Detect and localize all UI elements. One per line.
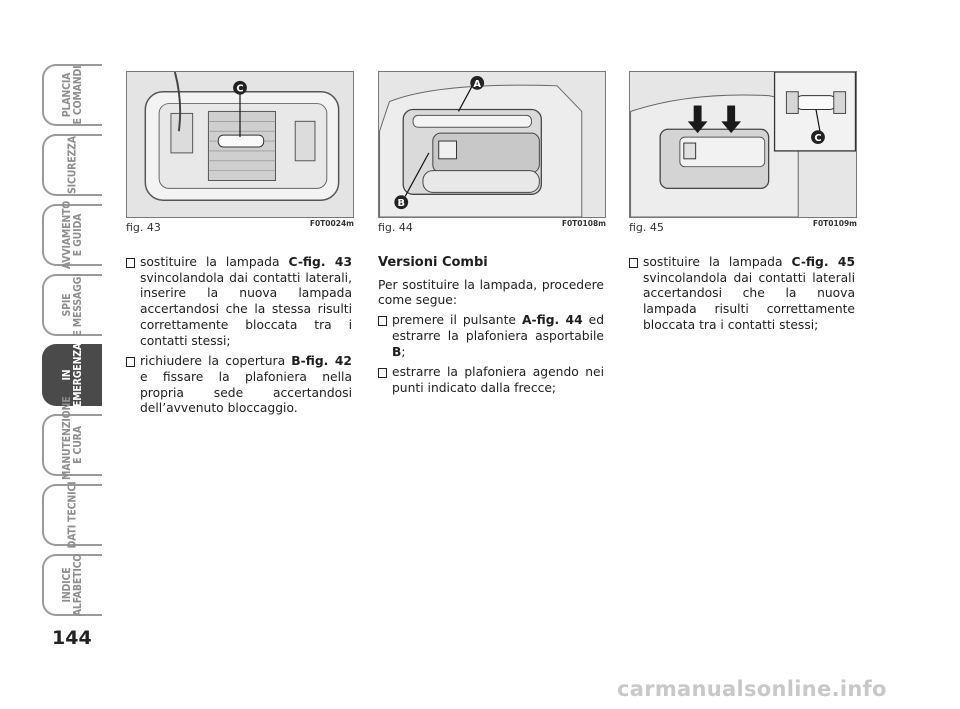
lamp-removal-illustration xyxy=(630,72,856,217)
figure-43 xyxy=(126,71,354,218)
text-column-2 xyxy=(378,255,604,402)
tab-sicurezza[interactable]: SICUREZZA xyxy=(42,134,102,196)
text-column-3 xyxy=(629,255,855,339)
watermark: carmanualsonline.info xyxy=(617,677,887,701)
bullet-box-icon xyxy=(126,258,135,268)
intro-paragraph: Per sostituire la lampada, procedere come segue: xyxy=(378,277,604,308)
callout-a: A xyxy=(473,78,482,90)
page-number: 144 xyxy=(52,627,92,649)
list-item: richiudere la copertura B-fig. 42 e fissare la plafoniera nella propria sede accertandosi dell’avvenuto bloccaggio. xyxy=(126,354,352,417)
list-item: estrarre la plafoniera agendo nei punti indicato dalla frecce; xyxy=(378,365,604,396)
text-column-1 xyxy=(126,255,352,422)
removable-lamp-illustration xyxy=(379,72,605,217)
list-item: premere il pulsante A-fig. 44 ed estrarre la plafoniera asportabile B; xyxy=(378,313,604,360)
tab-plancia[interactable]: PLANCIA E COMANDI xyxy=(42,64,102,126)
tab-indice[interactable]: INDICE ALFABETICO xyxy=(42,554,102,616)
section-heading: Versioni Combi xyxy=(378,255,488,270)
callout-c: C xyxy=(814,133,822,145)
lamp-housing-illustration xyxy=(127,72,353,217)
bullet-box-icon xyxy=(126,357,135,367)
tab-spie[interactable]: SPIE E MESSAGGI xyxy=(42,274,102,336)
tab-in-emergenza[interactable]: IN EMERGENZA xyxy=(42,344,102,406)
bullet-box-icon xyxy=(629,258,638,268)
figure-44 xyxy=(378,71,606,218)
tab-manutenzione[interactable]: MANUTENZIONE E CURA xyxy=(42,414,102,476)
bullet-box-icon xyxy=(378,368,387,378)
tab-avviamento[interactable]: AVVIAMENTO E GUIDA xyxy=(42,204,102,266)
figure-45 xyxy=(629,71,857,218)
list-item: sostituire la lampada C-fig. 43 svincolandola dai contatti laterali, inserire la nuova lampada accertandosi che la stessa risulti correttamente bloccata tra i contatti stessi; xyxy=(126,255,352,349)
callout-c: C xyxy=(236,83,244,95)
callout-b: B xyxy=(397,198,406,210)
list-item: sostituire la lampada C-fig. 45 svincolandola dai contatti laterali accertandosi che la nuova lampada risulti correttamente bloccata tra i contatti stessi; xyxy=(629,255,855,334)
tab-dati-tecnici[interactable]: DATI TECNICI xyxy=(42,484,102,546)
bullet-box-icon xyxy=(378,316,387,326)
